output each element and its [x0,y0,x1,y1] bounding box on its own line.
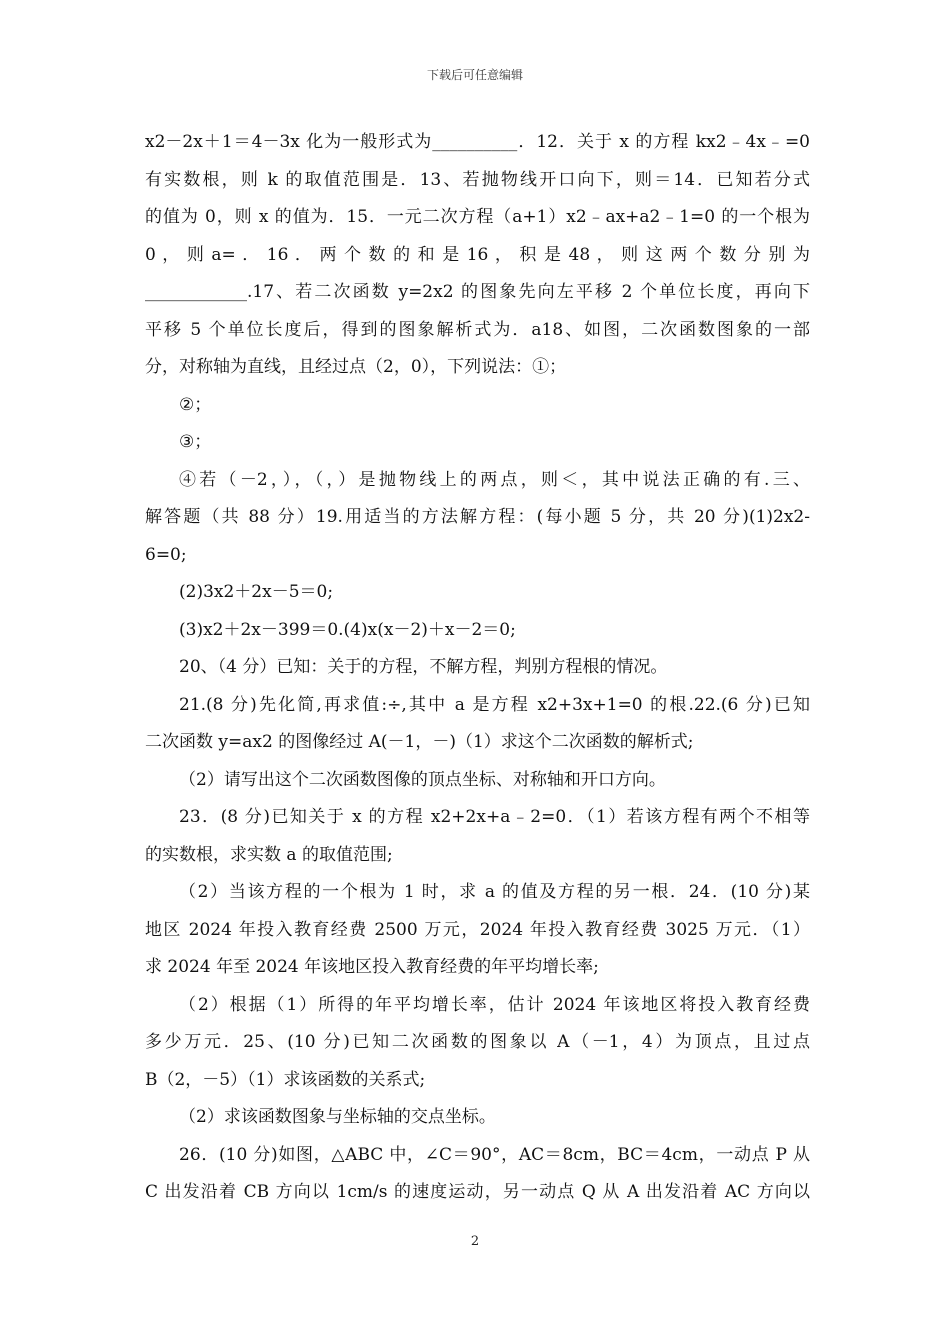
text-line: （2）当该方程的一个根为 1 时，求 a 的值及方程的另一根．24．(10 分)某 [179,882,810,902]
text-line: (2)3x2＋2x－5＝0; [179,582,334,602]
document-body [145,124,810,1212]
text-line: 多少万元．25、(10 分)已知二次函数的图象以 A（－1，4）为顶点，且过点 [145,1032,810,1052]
text-line: 20、（4 分）已知：关于的方程，不解方程，判别方程根的情况。 [179,657,668,677]
text-line: 二次函数 y=ax2 的图像经过 A(－1，－)（1）求这个二次函数的解析式; [145,732,694,752]
text-line: 23．(8 分)已知关于 x 的方程 x2+2x+a﹣2=0．（1）若该方程有两个不相等 [179,807,810,827]
text-line: 分，对称轴为直线，且经过点（2，0），下列说法：①； [145,357,567,377]
text-line: 平移 5 个单位长度后，得到的图象解析式为．a18、如图，二次函数图象的一部 [145,319,810,340]
page-number: 2 [470,1234,480,1249]
text-line: （2）求该函数图象与坐标轴的交点坐标。 [179,1107,496,1127]
text-line: 的值为 0，则 x 的值为．15．一元二次方程（a+1）x2﹣ax+a2﹣1=0 的一个根为 [145,207,810,227]
text-line: 有实数根，则 k 的取值范围是．13、若抛物线开口向下，则＝14．已知若分式 [145,169,810,190]
text-line: 地区 2024 年投入教育经费 2500 万元，2024 年投入教育经费 3025 万元．（1） [145,919,810,940]
text-line: x2－2x＋1＝4－3x 化为一般形式为__________．12．关于 x 的方程 kx2﹣4x﹣=0 [145,132,810,152]
text-line: （2）根据（1）所得的年平均增长率，估计 2024 年该地区将投入教育经费 [179,994,810,1015]
text-line: ②； [179,394,212,415]
text-line: B（2，－5）（1）求该函数的关系式; [145,1069,426,1090]
text-line: (3)x2＋2x－399＝0.(4)x(x－2)＋x－2＝0; [179,619,516,640]
text-line: 6=0; [145,544,187,565]
text-line: （2）请写出这个二次函数图像的顶点坐标、对称轴和开口方向。 [179,769,666,790]
text-line: 26．(10 分)如图，△ABC 中，∠C＝90°，AC＝8cm，BC＝4cm，一动点 P 从 [179,1144,810,1165]
text-line: 0 ， 则 a= ． 16 ． 两 个 数 的 和 是 16 ， 积 是 48 ， 则 这 两 个 数 分 别 为 [145,244,810,265]
text-line: 的实数根，求实数 a 的取值范围; [145,844,393,865]
text-line: 解答题（共 88 分）19.用适当的方法解方程：(每小题 5 分，共 20 分)(1)2x2- [145,507,810,527]
text-line: C 出发沿着 CB 方向以 1cm/s 的速度运动，另一动点 Q 从 A 出发沿着 AC 方向以 [145,1182,810,1202]
text-line: 21.(8 分)先化简,再求值:÷,其中 a 是方程 x2+3x+1=0 的根.22.(6 分)已知 [179,694,810,715]
text-line: 求 2024 年至 2024 年该地区投入教育经费的年平均增长率; [145,957,599,977]
text-line: ③； [179,432,212,452]
text-line: ____________.17、若二次函数 y=2x2 的图象先向左平移 2 个单位长度，再向下 [145,282,810,302]
text-line: ④若（－2，），（，）是抛物线上的两点，则＜，其中说法正确的有.三、 [179,469,810,490]
page-header: 下载后可任意编辑 [426,68,523,82]
